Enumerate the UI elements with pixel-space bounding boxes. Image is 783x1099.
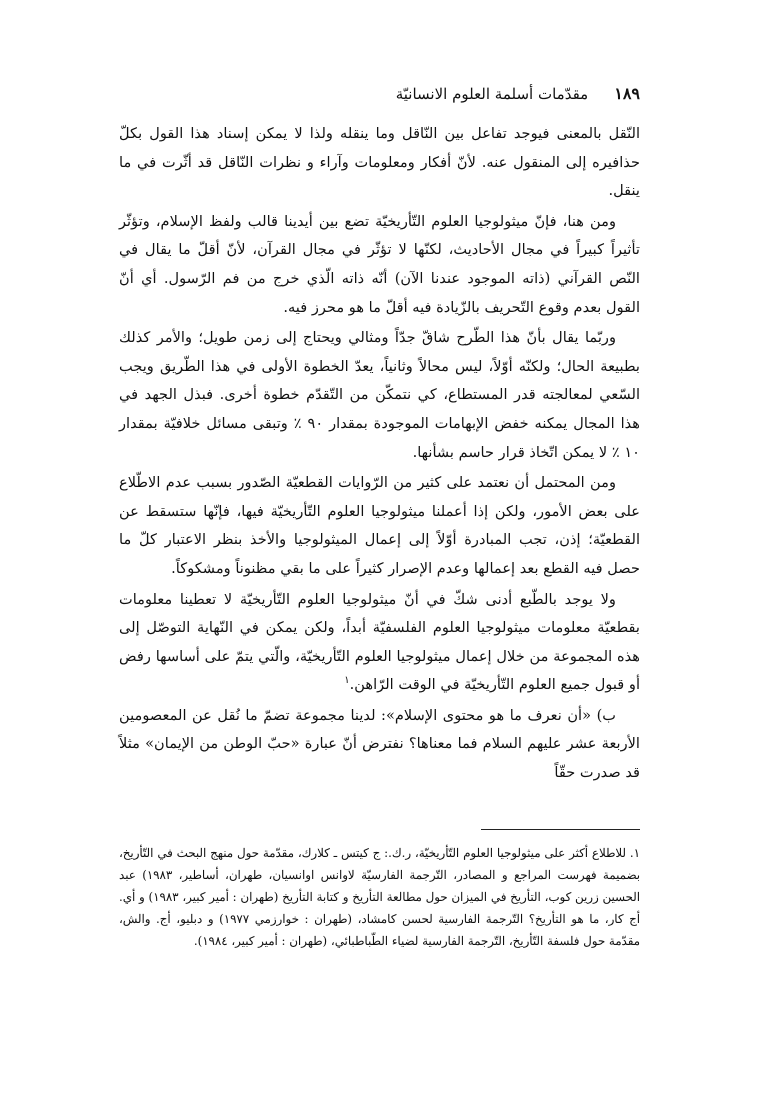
footnote: ١. للاطلاع أكثر على ميثولوجيا العلوم التّأريخيّة، ر.ك.: ج كيتس ـ كلارك، مقدّمة حول منهج البحث في التّأريخ، بضميمة فهرست المراجع و المصادر، التّرجمة الفارسيّة لاوانس اوانسيان، طهران، أساطير، ١٩٨٣) عبد الحسين زرين كوب، التأريخ في الميزان حول مطالعة التأريخ و كتابة التأريخ (طهران : أمير كبير، ١٩٨٣) و أي. أج كار، ما هو التأريخ؟ التّرجمة الفارسية لحسن كامشاد، (طهران : خوارزمي ١٩٧٧) و دبليو، أج. والش، مقدّمة حول فلسفة التّأريخ، التّرجمة الفارسية لضياء الطّباطبائي، (طهران : أمير كبير، ١٩٨٤). bbox=[119, 846, 641, 948]
paragraph-text: ولا يوجد بالطّبع أدنى شكّ في أنّ ميثولوجيا العلوم التّأريخيّة لا تعطينا معلومات بقطعيّة معلومات ميثولوجيا العلوم الفلسفيّة أبداً، ولكن يمكن في النّهاية التوصّل إلى هذه المجموعة من خلال إعمال ميثولوجيا العلوم التّأريخيّة، والّتي يتمّ على أساسها رفض أو قبول جميع العلوم التّأريخيّة في الوقت الرّاهن. bbox=[119, 590, 640, 694]
footnote-separator bbox=[481, 829, 640, 830]
paragraph: النّقل بالمعنى فيوجد تفاعل بين النّاقل وما ينقله ولذا لا يمكن إسناد هذا القول بكلّ حذافيره إلى المنقول عنه. لأنّ أفكار ومعلومات وآراء و نظرات النّاقل قد أثّرت في ما ينقل. bbox=[119, 125, 640, 200]
footnotes bbox=[119, 842, 640, 952]
footnote-reference: ١ bbox=[344, 675, 350, 687]
running-header bbox=[200, 84, 640, 108]
paragraph: ومن المحتمل أن نعتمد على كثير من الرّوايات القطعيّة الصّدور بسبب عدم الاطّلاع على بعض الأمور، ولكن إذا أعملنا ميثولوجيا العلوم التّأريخيّة فيها، فإنّها ستسقط عن القطعيّة؛ إذن، تجب المبادرة أوّلاً إلى إعمال الميثولوجيا والأخذ بنظر الاعتبار كلّ ما حصل فيه القطع بعد إعمالها وعدم الإصرار كثيراً على ما بقي مظنوناً ومشكوكاً. bbox=[119, 474, 640, 577]
paragraph: ب) «أن نعرف ما هو محتوى الإسلام»: لدينا مجموعة تضمّ ما نُقل عن المعصومين الأربعة عشر عليهم السلام فما معناها؟ نفترض أنّ عبارة «حبّ الوطن من الإيمان» مثلاً قد صدرت حقّاً bbox=[119, 706, 640, 782]
paragraph: وربّما يقال بأنّ هذا الطّرح شاقّ جدّاً ومثالي ويحتاج إلى زمن طويل؛ والأمر كذلك بطبيعة الحال؛ ولكنّه أوّلاً، ليس محالاً وثانياً، يعدّ الخطوة الأولى في هذا الطّريق ويجب السّعي لمعالجته قدر المستطاع، كي نتمكّن من التّقدّم خطوة أخرى. فبذل الجهد في هذا المجال يمكنه خفض الإبهامات الموجودة بمقدار ٩٠ ٪ وتبقى مسائل خلافيّة بمقدار ١٠ ٪ لا يمكن اتّخاذ قرار حاسم بشأنها. bbox=[119, 329, 640, 461]
body-text bbox=[119, 120, 640, 790]
paragraph: ومن هنا، فإنّ ميثولوجيا العلوم التّأريخيّة تضع بين أيدينا قالب ولفظ الإسلام، وتؤثّر تأثيراً كبيراً في مجال الأحاديث، لكنّها لا تؤثّر في مجال القرآن، لأنّ أقلّ ما يقال في النّص القرآني (ذاته الموجود عندنا الآن) أنّه ذاته الّذي خرج من فم الرّسول. أي أنّ القول بعدم وقوع التّحريف بالزّيادة فيه أقلّ ما هو محرز فيه. bbox=[119, 212, 640, 316]
page-number: ١٨٩ bbox=[614, 84, 640, 103]
paragraph-with-footnote bbox=[119, 586, 640, 700]
running-title: مقدّمات أسلمة العلوم الانسانيّة bbox=[395, 85, 589, 103]
